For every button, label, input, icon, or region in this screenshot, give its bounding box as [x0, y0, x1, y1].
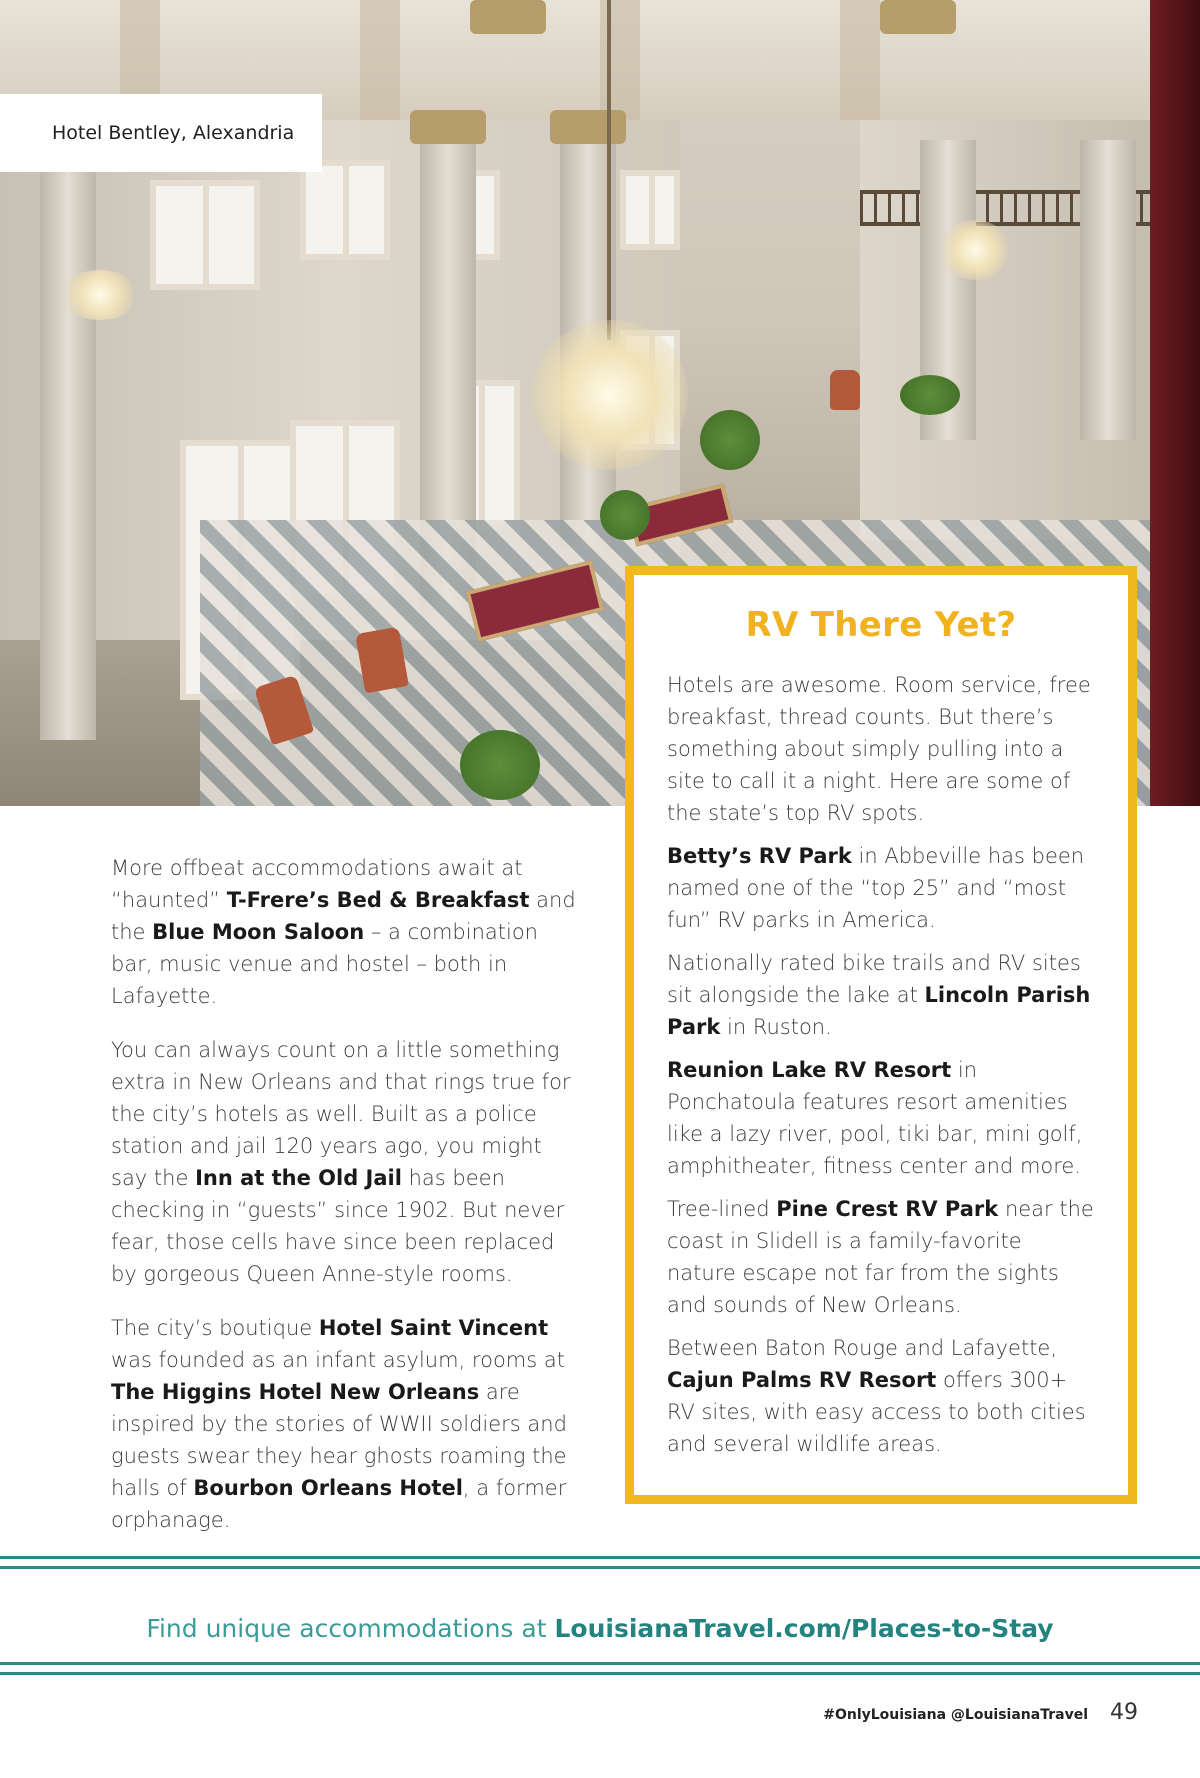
photo-caption: Hotel Bentley, Alexandria — [0, 94, 322, 172]
venue-name: Inn at the Old Jail — [195, 1166, 402, 1190]
photo-column — [1080, 140, 1136, 440]
photo-sconce — [60, 270, 140, 320]
photo-beam — [840, 0, 880, 120]
photo-beam — [600, 0, 640, 120]
promo-rule-bottom — [0, 1662, 1200, 1665]
sidebar-paragraph: Betty’s RV Park in Abbeville has been named one of the “top 25” and “most fun” RV parks in America. — [667, 844, 1085, 932]
photo-beam — [360, 0, 400, 120]
promo-lead-text: Find unique accommodations at — [146, 1614, 555, 1643]
article-paragraph: The city’s boutique Hotel Saint Vincent was founded as an infant asylum, rooms at The Higgins Hotel New Orleans are inspired by the stories of WWII soldiers and guests swear they hear ghosts roaming the halls of Bourbon Orleans Hotel, a former orphanage. — [111, 1316, 567, 1532]
article-paragraph: You can always count on a little something extra in New Orleans and that rings true for the city’s hotels as well. Built as a police station and jail 120 years ago, you might say the Inn at the Old Jail has been checking in “guests” since 1902. But never fear, those cells have since been replaced by gorgeous Queen Anne-style rooms. — [111, 1038, 571, 1286]
venue-name: Cajun Palms RV Resort — [667, 1368, 937, 1392]
photo-plant — [700, 410, 760, 470]
venue-name: Pine Crest RV Park — [776, 1197, 999, 1221]
promo-rule-bottom-inner — [0, 1672, 1200, 1675]
sidebar-paragraph: Between Baton Rouge and Lafayette, Cajun Palms RV Resort offers 300+ RV sites, with easy access to both cities and several wildlife areas. — [667, 1336, 1086, 1456]
venue-name: Bourbon Orleans Hotel — [193, 1476, 463, 1500]
footer-hashtags: #OnlyLouisiana @LouisianaTravel — [823, 1707, 1088, 1723]
photo-plant — [900, 375, 960, 415]
sidebar-paragraph: Reunion Lake RV Resort in Ponchatoula features resort amenities like a lazy river, pool, tiki bar, mini golf, amphitheater, fitness center and more. — [667, 1058, 1083, 1178]
photo-curtain — [1150, 0, 1200, 806]
article-left-column — [111, 852, 581, 1558]
sidebar-paragraph: Nationally rated bike trails and RV sites sit alongside the lake at Lincoln Parish Park in Ruston. — [667, 951, 1091, 1039]
photo-column-capital — [470, 0, 546, 34]
promo-rule-top — [0, 1556, 1200, 1559]
photo-plant — [460, 730, 540, 800]
venue-name: T-Frere’s Bed & Breakfast — [226, 888, 530, 912]
page-footer — [823, 1700, 1138, 1725]
venue-name: The Higgins Hotel New Orleans — [111, 1380, 480, 1404]
photo-wall-right — [860, 120, 1200, 540]
photo-chandelier-chain — [607, 0, 611, 340]
rv-sidebar-box — [625, 566, 1137, 1504]
photo-window — [620, 170, 680, 250]
page-number: 49 — [1110, 1700, 1138, 1725]
venue-name: Hotel Saint Vincent — [318, 1316, 549, 1340]
sidebar-paragraph: Hotels are awesome. Room service, free breakfast, thread counts. But there’s something about simply pulling into a site to call it a night. Here are some of the state’s top RV spots. — [667, 673, 1091, 825]
promo-link[interactable]: LouisianaTravel.com/Places-to-Stay — [554, 1614, 1054, 1643]
photo-window — [150, 180, 260, 290]
sidebar-title: RV There Yet? — [745, 605, 1017, 645]
article-paragraph: More offbeat accommodations await at “haunted” T-Frere’s Bed & Breakfast and the Blue Moon Saloon – a combination bar, music venue and hostel – both in Lafayette. — [111, 856, 576, 1008]
venue-name: Blue Moon Saloon — [152, 920, 365, 944]
photo-chair — [830, 370, 860, 410]
photo-plant — [600, 490, 650, 540]
photo-window — [300, 160, 390, 260]
sidebar-paragraph: Tree-lined Pine Crest RV Park near the coast in Slidell is a family-favorite nature escape not far from the sights and sounds of New Orleans. — [667, 1197, 1094, 1317]
venue-name: Betty’s RV Park — [667, 844, 852, 868]
venue-name: Reunion Lake RV Resort — [667, 1058, 952, 1082]
venue-name: Lincoln Parish Park — [667, 983, 1091, 1039]
promo-line — [0, 1614, 1200, 1643]
photo-chandelier — [940, 220, 1010, 280]
photo-chandelier — [530, 320, 690, 470]
photo-column — [40, 120, 96, 740]
photo-column-capital — [410, 110, 486, 144]
photo-column-capital — [550, 110, 626, 144]
photo-column-capital — [880, 0, 956, 34]
promo-rule-top-inner — [0, 1566, 1200, 1569]
